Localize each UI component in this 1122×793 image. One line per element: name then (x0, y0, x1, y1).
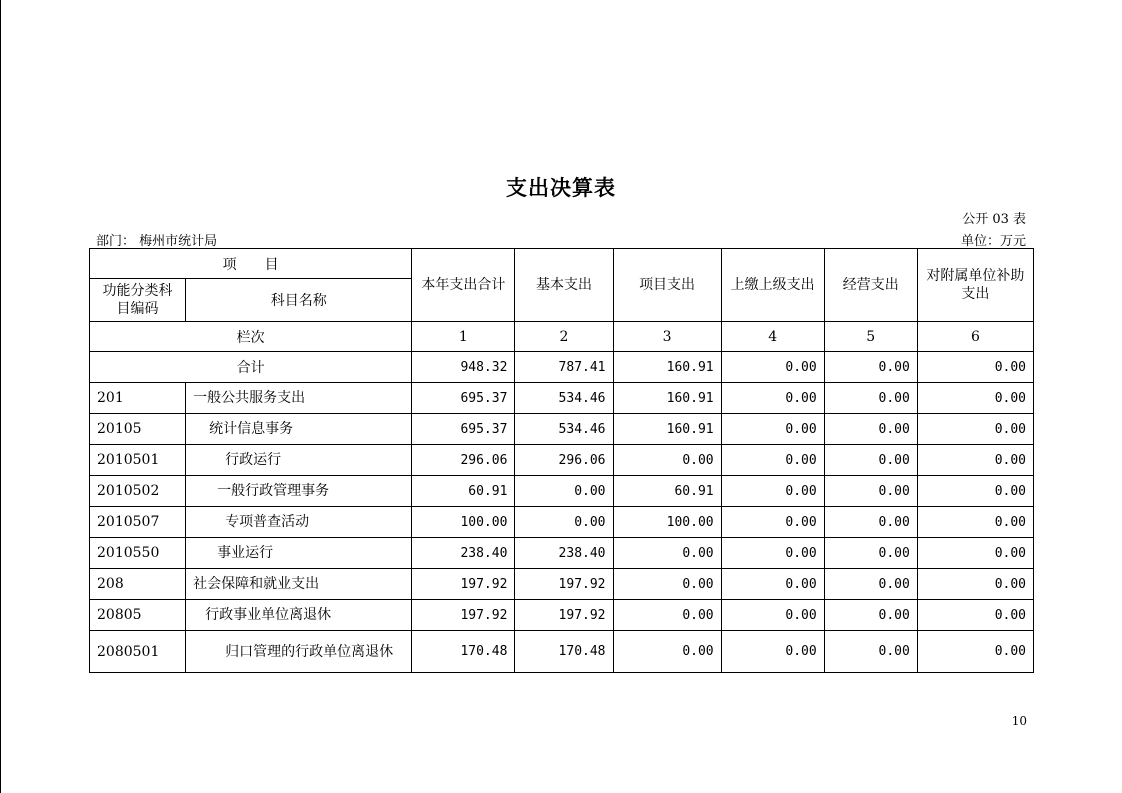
row-value: 0.00 (824, 569, 917, 600)
row-name: 一般行政管理事务 (186, 476, 412, 507)
row-value: 0.00 (613, 445, 721, 476)
row-value: 0.00 (917, 569, 1033, 600)
header-upper: 上缴上级支出 (721, 249, 824, 322)
table-row (90, 569, 1034, 600)
index-col: 6 (917, 322, 1033, 352)
row-value: 0.00 (824, 476, 917, 507)
unit-label: 单位：万元 (960, 234, 1026, 249)
table-row (90, 631, 1034, 673)
row-value: 0.00 (613, 631, 721, 673)
table-row (90, 476, 1034, 507)
row-value: 197.92 (515, 600, 613, 631)
row-value: 170.48 (515, 631, 613, 673)
header-project-exp: 项目支出 (613, 249, 721, 322)
table-row (90, 507, 1034, 538)
form-number: 公开 03 表 (962, 212, 1026, 227)
table-row (90, 414, 1034, 445)
row-value: 0.00 (824, 600, 917, 631)
row-value: 100.00 (412, 507, 515, 538)
sum-cell: 160.91 (613, 352, 721, 383)
row-value: 197.92 (412, 569, 515, 600)
row-name: 行政事业单位离退休 (186, 600, 412, 631)
table-row (90, 445, 1034, 476)
row-value: 0.00 (917, 600, 1033, 631)
row-value: 0.00 (721, 445, 824, 476)
expenditure-table (89, 248, 1034, 673)
sum-cell: 0.00 (917, 352, 1033, 383)
row-value: 695.37 (412, 414, 515, 445)
sum-cell: 0.00 (721, 352, 824, 383)
row-name: 归口管理的行政单位离退休 (186, 631, 412, 673)
header-basic: 基本支出 (515, 249, 613, 322)
row-code: 201 (90, 383, 186, 414)
row-value: 0.00 (721, 600, 824, 631)
row-value: 0.00 (917, 631, 1033, 673)
row-value: 0.00 (721, 569, 824, 600)
row-value: 0.00 (917, 414, 1033, 445)
row-code: 208 (90, 569, 186, 600)
index-col: 1 (412, 322, 515, 352)
page-title: 支出决算表 (506, 175, 616, 200)
index-label: 栏次 (90, 322, 412, 352)
header-code: 功能分类科目编码 (90, 279, 186, 322)
department-label: 部门： 梅州市统计局 (96, 234, 218, 249)
row-value: 0.00 (721, 631, 824, 673)
row-name: 行政运行 (186, 445, 412, 476)
row-code: 2010502 (90, 476, 186, 507)
row-value: 0.00 (824, 445, 917, 476)
row-value: 0.00 (613, 538, 721, 569)
row-value: 160.91 (613, 383, 721, 414)
header-business: 经营支出 (824, 249, 917, 322)
row-value: 160.91 (613, 414, 721, 445)
table-body (90, 383, 1034, 673)
row-code: 2010507 (90, 507, 186, 538)
row-value: 197.92 (412, 600, 515, 631)
row-value: 0.00 (824, 383, 917, 414)
row-value: 0.00 (824, 507, 917, 538)
row-value: 0.00 (721, 383, 824, 414)
table-row (90, 383, 1034, 414)
header-total: 本年支出合计 (412, 249, 515, 322)
row-value: 0.00 (721, 476, 824, 507)
row-name: 一般公共服务支出 (186, 383, 412, 414)
row-value: 0.00 (824, 538, 917, 569)
row-value: 0.00 (917, 383, 1033, 414)
sum-cell: 948.32 (412, 352, 515, 383)
row-value: 0.00 (515, 476, 613, 507)
row-name: 事业运行 (186, 538, 412, 569)
sum-cell: 787.41 (515, 352, 613, 383)
index-col: 4 (721, 322, 824, 352)
row-name: 社会保障和就业支出 (186, 569, 412, 600)
row-value: 197.92 (515, 569, 613, 600)
row-value: 695.37 (412, 383, 515, 414)
row-value: 238.40 (515, 538, 613, 569)
row-name: 统计信息事务 (186, 414, 412, 445)
row-code: 20805 (90, 600, 186, 631)
index-col: 5 (824, 322, 917, 352)
row-name: 专项普查活动 (186, 507, 412, 538)
header-subsidy: 对附属单位补助支出 (917, 249, 1033, 322)
row-value: 0.00 (515, 507, 613, 538)
row-value: 0.00 (613, 569, 721, 600)
row-value: 170.48 (412, 631, 515, 673)
header-project: 项 目 (90, 249, 412, 279)
row-value: 296.06 (412, 445, 515, 476)
table-row (90, 600, 1034, 631)
row-value: 0.00 (613, 600, 721, 631)
row-value: 534.46 (515, 414, 613, 445)
row-code: 2010501 (90, 445, 186, 476)
row-value: 0.00 (824, 414, 917, 445)
sum-label: 合计 (90, 352, 412, 383)
row-code: 2010550 (90, 538, 186, 569)
table-row (90, 538, 1034, 569)
row-value: 0.00 (721, 507, 824, 538)
index-col: 2 (515, 322, 613, 352)
row-value: 0.00 (917, 538, 1033, 569)
row-value: 0.00 (721, 538, 824, 569)
row-value: 100.00 (613, 507, 721, 538)
row-value: 534.46 (515, 383, 613, 414)
row-value: 0.00 (721, 414, 824, 445)
row-code: 20105 (90, 414, 186, 445)
index-col: 3 (613, 322, 721, 352)
row-value: 60.91 (613, 476, 721, 507)
page-number: 10 (1011, 714, 1027, 728)
row-value: 60.91 (412, 476, 515, 507)
header-name: 科目名称 (186, 279, 412, 322)
row-value: 0.00 (917, 507, 1033, 538)
sum-cell: 0.00 (824, 352, 917, 383)
row-value: 0.00 (917, 476, 1033, 507)
row-code: 2080501 (90, 631, 186, 673)
row-value: 0.00 (917, 445, 1033, 476)
row-value: 238.40 (412, 538, 515, 569)
row-value: 0.00 (824, 631, 917, 673)
row-value: 296.06 (515, 445, 613, 476)
